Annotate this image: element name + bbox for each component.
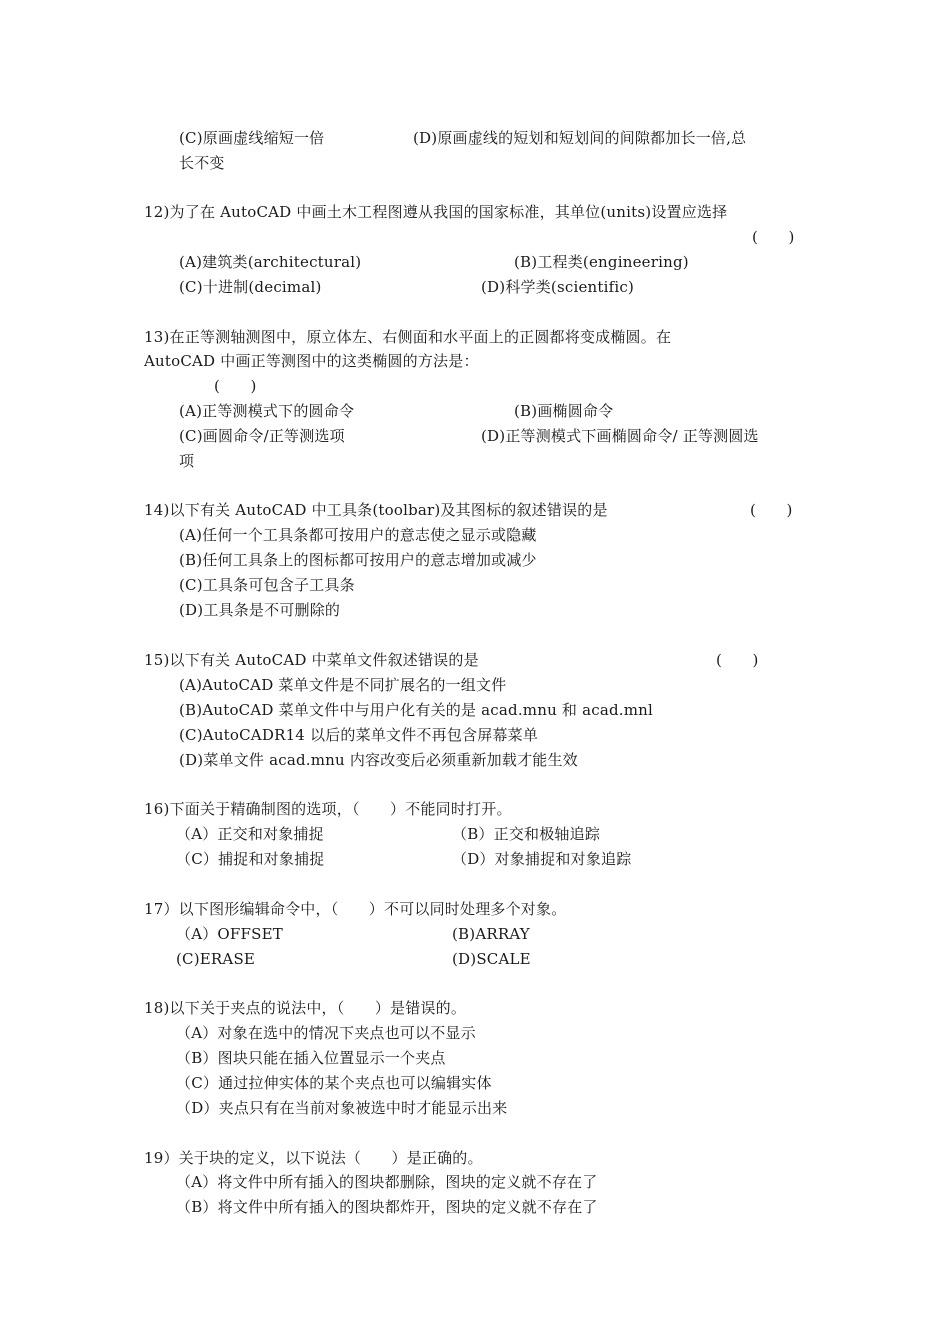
q18-option-b: （B）图块只能在插入位置显示一个夹点	[176, 1049, 446, 1067]
q14-stem: 14)以下有关 AutoCAD 中工具条(toolbar)及其图标的叙述错误的是	[144, 501, 608, 519]
q18-option-c: （C）通过拉伸实体的某个夹点也可以编辑实体	[176, 1074, 492, 1092]
q11-option-c: (C)原画虚线缩短一倍	[179, 129, 325, 147]
q15-stem: 15)以下有关 AutoCAD 中菜单文件叙述错误的是	[144, 651, 479, 669]
q17-option-d: (D)SCALE	[452, 950, 531, 968]
q14-option-c: (C)工具条可包含子工具条	[179, 576, 355, 594]
q14-option-d: (D)工具条是不可删除的	[179, 601, 341, 619]
q14-option-a: (A)任何一个工具条都可按用户的意志使之显示或隐藏	[179, 526, 537, 544]
q16-option-c: （C）捕捉和对象捕捉	[176, 850, 325, 868]
q15-answer-paren: ( )	[716, 651, 759, 669]
q11-option-d-line1: (D)原画虚线的短划和短划间的间隙都加长一倍,总	[413, 129, 747, 147]
q13-option-d-line2: 项	[179, 452, 195, 470]
q15-option-b: (B)AutoCAD 菜单文件中与用户化有关的是 acad.mnu 和 acad.mnl	[179, 701, 654, 719]
q12-option-d: (D)科学类(scientific)	[481, 278, 635, 296]
q12-stem: 12)为了在 AutoCAD 中画土木工程图遵从我国的国家标准，其单位(units)设置应选择	[144, 203, 728, 221]
q13-stem-line2: AutoCAD 中画正等测图中的这类椭圆的方法是：	[144, 352, 479, 370]
q13-option-d-line1: (D)正等测模式下画椭圆命令/ 正等测圆选	[481, 427, 759, 445]
q15-option-a: (A)AutoCAD 菜单文件是不同扩展名的一组文件	[179, 676, 507, 694]
q14-answer-paren: ( )	[750, 501, 793, 519]
q14-option-b: (B)任何工具条上的图标都可按用户的意志增加或减少	[179, 551, 537, 569]
q18-option-d: （D）夹点只有在当前对象被选中时才能显示出来	[176, 1099, 508, 1117]
q19-stem: 19）关于块的定义，以下说法（ ）是正确的。	[144, 1149, 483, 1167]
q12-option-a: (A)建筑类(architectural)	[179, 253, 362, 271]
q13-option-b: (B)画椭圆命令	[514, 402, 614, 420]
q16-stem: 16)下面关于精确制图的选项，（ ）不能同时打开。	[144, 800, 512, 818]
q17-option-b: (B)ARRAY	[452, 925, 530, 943]
q15-option-c: (C)AutoCADR14 以后的菜单文件不再包含屏幕菜单	[179, 726, 539, 744]
q19-option-b: （B）将文件中所有插入的图块都炸开，图块的定义就不存在了	[176, 1198, 598, 1216]
q11-option-d-line2: 长不变	[179, 154, 225, 172]
q13-answer-paren: ( )	[214, 377, 257, 395]
q17-option-c: (C)ERASE	[176, 950, 256, 968]
q19-option-a: （A）将文件中所有插入的图块都删除，图块的定义就不存在了	[176, 1173, 598, 1191]
q12-answer-paren: ( )	[752, 228, 795, 246]
q13-stem-line1: 13)在正等测轴测图中，原立体左、右侧面和水平面上的正圆都将变成椭圆。在	[144, 328, 672, 346]
q17-option-a: （A）OFFSET	[176, 925, 283, 943]
q18-stem: 18)以下关于夹点的说法中，（ ）是错误的。	[144, 999, 467, 1017]
q12-option-b: (B)工程类(engineering)	[514, 253, 689, 271]
q16-option-a: （A）正交和对象捕捉	[176, 825, 324, 843]
q18-option-a: （A）对象在选中的情况下夹点也可以不显示	[176, 1024, 476, 1042]
q13-option-a: (A)正等测模式下的圆命令	[179, 402, 355, 420]
q15-option-d: (D)菜单文件 acad.mnu 内容改变后必须重新加载才能生效	[179, 751, 578, 769]
q13-option-c: (C)画圆命令/正等测选项	[179, 427, 345, 445]
q12-option-c: (C)十进制(decimal)	[179, 278, 322, 296]
q16-option-d: （D）对象捕捉和对象追踪	[452, 850, 632, 868]
q17-stem: 17）以下图形编辑命令中，（ ）不可以同时处理多个对象。	[144, 900, 567, 918]
q16-option-b: （B）正交和极轴追踪	[452, 825, 601, 843]
